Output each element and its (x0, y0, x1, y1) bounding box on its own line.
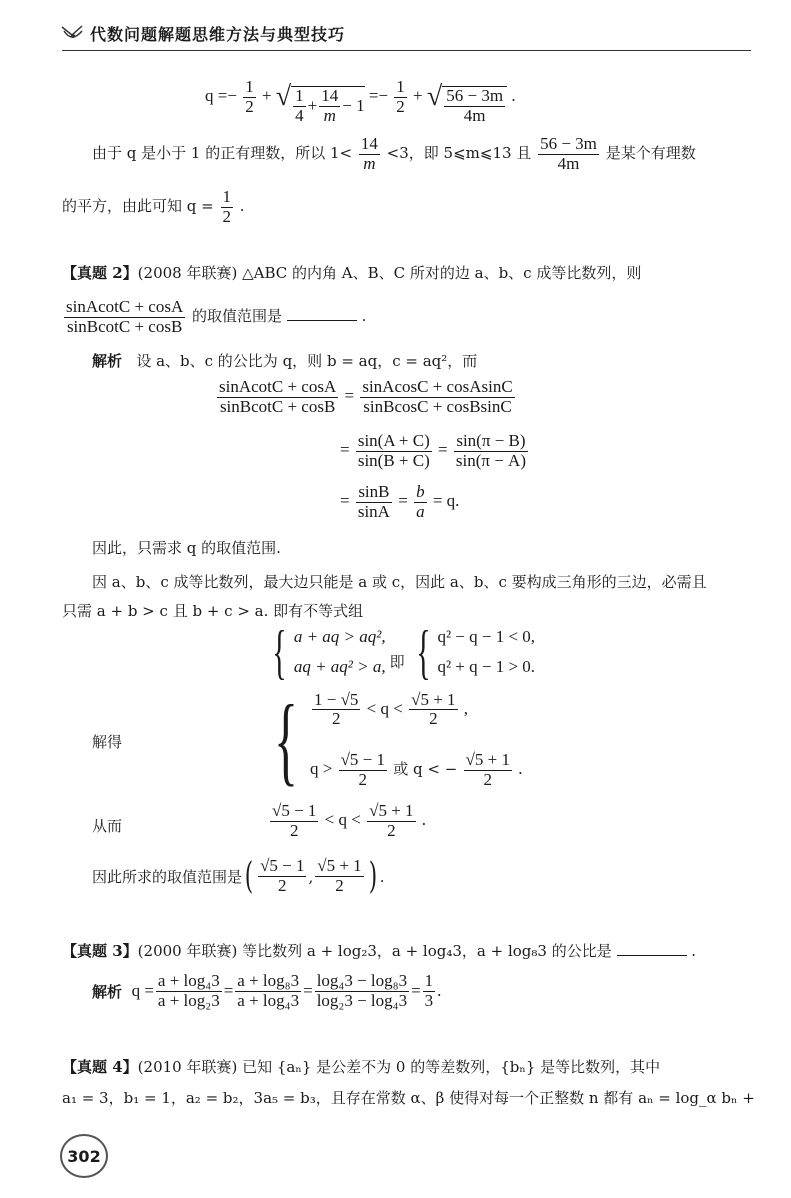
paragraph-line: 只需 a + b > c 且 b + c > a. 即有不等式组 (62, 602, 364, 620)
final-range: 因此所求的取值范围是 ( $\frac{√5 - 1}{2}$ , $\frac{√5 + 1}{2}$ ) . (92, 856, 385, 897)
problem-tag: 【真题 3】 (62, 942, 138, 960)
paragraph-line: 的平方，由此可知 q = $\frac{1}{2}$ . (62, 187, 245, 226)
problem-tag: 【真题 2】 (62, 264, 138, 282)
problem-3-solution: 解析 q = $\frac{\text{a + log₄3}}{\text{a + log₂3}}$ = $\frac{\text{a + log₈3}}{\text{a + log₄3}}$ = $\frac{\text{log₄3 − log₈3}}{\text{log₂3 − log₄3}}$ = $\frac{1}{3}$ . (92, 971, 442, 1010)
problem-4-statement: 【真题 4】(2010 年联赛) 已知 {aₙ} 是公差不为 0 的等差数列，{bₙ} 是等比数列，其中 (62, 1058, 661, 1076)
paragraph-line: 解得 (92, 733, 123, 751)
problem-3-statement: 【真题 3】(2000 年联赛) 等比数列 a + log₂3，a + log₄3，a + log₈3 的公比是 . (62, 942, 697, 960)
problem-tag: 【真题 4】 (62, 1058, 138, 1076)
paragraph-line: 由于 q 是小于 1 的正有理数，所以 1< $\frac{14}{m}$ <3，即 5⩽m⩽13 且 $\frac{56 - 3m}{4m}$ 是某个有理数 (92, 134, 696, 173)
header-rule (62, 50, 751, 51)
problem-2-statement: 【真题 2】(2008 年联赛) △ABC 的内角 A、B、C 所对的边 a、b、c 成等比数列，则 (62, 264, 642, 282)
solution-intro: 解析 设 a、b、c 的公比为 q，则 b = aq，c = aq²，而 (92, 352, 478, 370)
equation-line-3: = $\frac{\sin B}{\sin A}$ = $\frac{b}{a}$ = q. (340, 482, 460, 521)
solution-label: 解析 (92, 982, 123, 1001)
problem-2-question: $\frac{\text{sinAcotC + cosA}}{\text{sinBcotC + cosB}}$ 的取值范围是 . (66, 297, 367, 336)
q-formula: q =− $\frac{1}{2}$ + √ $\frac{1}{4}$ + $\frac{14}{m}$ − 1 =− $\frac{1}{2}$ + √ $\frac{56 - 3m}{4m}$ . (205, 77, 516, 125)
equation-line-1: $\frac{\text{sinAcotC + cosA}}{\text{sinBcotC + cosB}}$ = $\frac{\text{sinAcosC + cosAsinC}}{\text{sinBcosC + cosBsinC}}$ (219, 377, 513, 416)
page-number: 302 (60, 1134, 108, 1178)
paragraph-line: 因 a、b、c 成等比数列，最大边只能是 a 或 c，因此 a、b、c 要构成三角形的三边，必需且 (92, 573, 707, 591)
paragraph-line: 因此，只需求 q 的取值范围. (92, 539, 281, 557)
answer-blank (287, 308, 357, 321)
solution-label: 解析 (92, 352, 123, 370)
leaf-emblem-icon (60, 23, 86, 45)
book-title: 代数问题解题思维方法与典型技巧 (90, 25, 346, 44)
paragraph-line: 从而 (92, 817, 123, 835)
running-header (60, 22, 345, 45)
paragraph-line: a₁ = 3，b₁ = 1，a₂ = b₂，3a₅ = b₃，且存在常数 α、β 使得对每一个正整数 n 都有 aₙ = log_α bₙ + (62, 1089, 755, 1107)
inequality-system: { a + aq > aq², aq + aq² > a, 即 { q² − q − 1 < 0, q² + q − 1 > 0. (272, 619, 536, 685)
thus-inequality: $\frac{√5 - 1}{2}$ < q < $\frac{√5 + 1}{2}$ . (272, 801, 427, 840)
solution-system: { $\frac{1 - √5}{2}$ < q < $\frac{√5 + 1}{2}$ , q > $\frac{√5 - 1}{2}$ 或 q < − $\frac{√5 + 1}{2}$ . (274, 684, 523, 795)
equation-line-2: = $\frac{\sin(A + C)}{\sin(B + C)}$ = $\frac{\sin(\pi - B)}{\sin(\pi - A)}$ (340, 431, 526, 470)
answer-blank (617, 943, 687, 956)
